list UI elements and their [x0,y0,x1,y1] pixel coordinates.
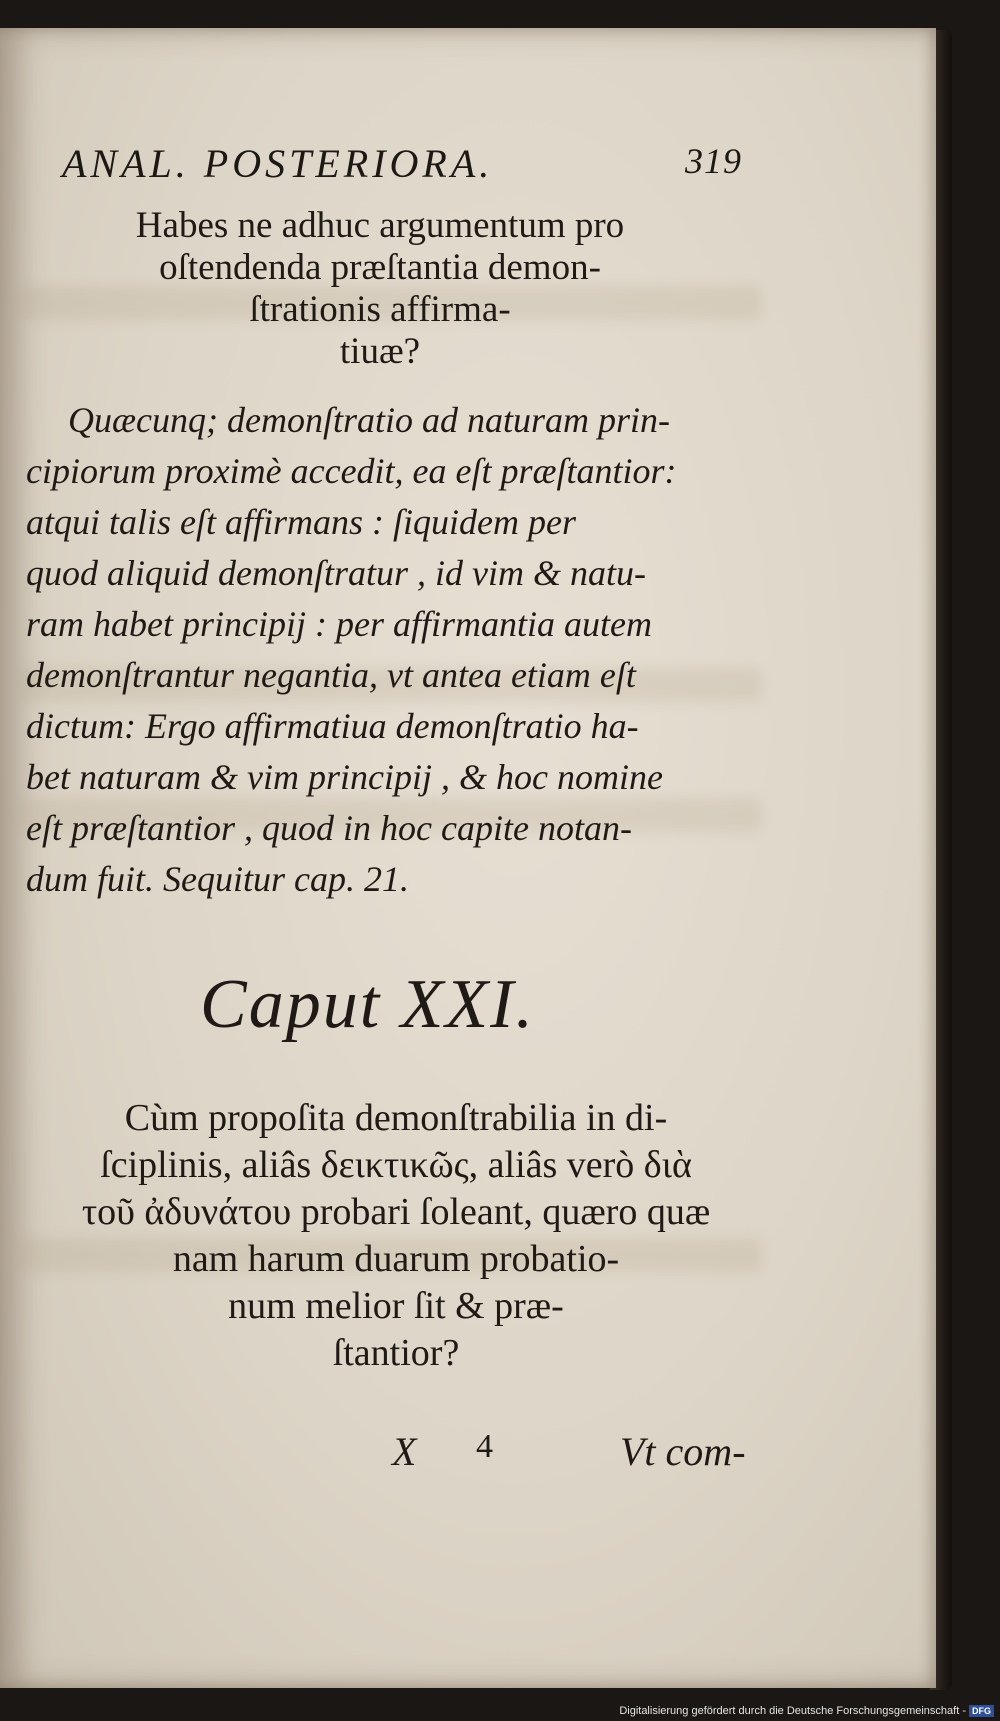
signature-number: 4 [476,1428,493,1465]
text-line: oſtendenda præſtantia demon- [159,247,601,288]
dfg-logo: DFG [969,1705,994,1717]
text-line: eſt præſtantior , quod in hoc capite notan- [26,808,632,848]
text-line: ſtantior? [332,1332,460,1374]
text-line: atqui talis eſt affirmans : ſiquidem per [26,502,576,542]
running-head [62,140,742,190]
text-line: nam harum duarum probatio- [172,1238,620,1280]
text-line: cipiorum proximè accedit, ea eſt præſtantior: [26,451,677,491]
text-line: dum fuit. Sequitur cap. 21. [26,859,409,899]
text-line: tiuæ? [339,331,421,372]
text-line: ram habet principij : per affirmantia autem [26,604,652,644]
signature-mark: X [392,1429,417,1474]
chapter-heading: Caput XXI. [200,966,535,1043]
credit-text: Digitalisierung gefördert durch die Deutsche Forschungsgemeinschaft - [619,1705,966,1717]
page-footer [380,1428,760,1478]
page-number: 319 [685,141,742,181]
catchword: Vt com- [620,1429,746,1474]
text-line: Quæcunq; demonſtratio ad naturam prin- [68,400,670,440]
answer-paragraph [26,395,746,905]
text-line: ſciplinis, aliâs δεικτικῶς, aliâs verò διὰ [100,1144,692,1186]
text-line: dictum: Ergo affirmatiua demonſtratio ha- [26,706,639,746]
text-line: ſtrationis affirma- [249,289,511,330]
text-line: τοῦ ἀδυνάτου probari ſoleant, quæro quæ [81,1191,711,1233]
text-line: demonſtrantur negantia, vt antea etiam eſt [26,655,636,695]
text-line: bet naturam & vim principij , & hoc nomine [26,757,663,797]
text-line: Habes ne adhuc argumentum pro [135,205,625,246]
question-1 [60,205,700,373]
question-2 [36,1095,756,1377]
text-line: Cùm propoſita demonſtrabilia in di- [124,1097,668,1139]
running-head-title: ANAL. POSTERIORA. [62,141,494,186]
text-line: num melior ſit & præ- [228,1285,564,1327]
text-line: quod aliquid demonſtratur , id vim & natu- [26,553,646,593]
digitization-credit [619,1705,994,1717]
